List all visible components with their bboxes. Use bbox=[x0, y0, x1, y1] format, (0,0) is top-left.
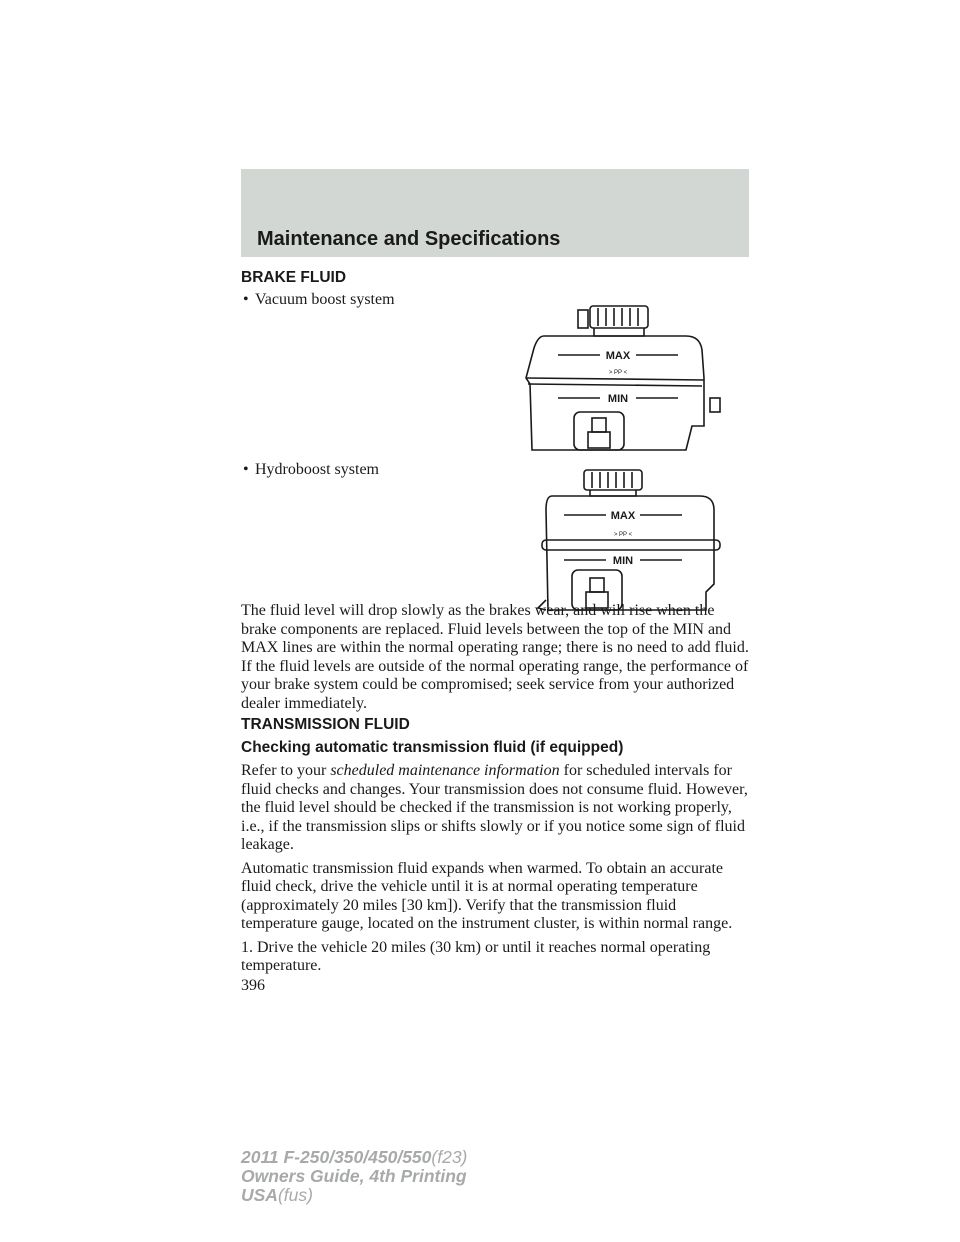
hydroboost-reservoir-illustration bbox=[536, 466, 726, 616]
max-line-label: MAX bbox=[610, 510, 636, 522]
bullet-dot: • bbox=[243, 461, 249, 478]
transmission-fluid-heading: TRANSMISSION FLUID bbox=[241, 716, 410, 733]
max-line-label: MAX bbox=[605, 350, 631, 362]
bullet-dot: • bbox=[243, 291, 249, 308]
brake-fluid-paragraph: The fluid level will drop slowly as the brakes wear, and will rise when the brake components are replaced. Fluid levels between the top of the MIN and MAX lines are within the normal operating range; there is no need to add fluid. If the fluid levels are outside of the normal operating range, the performance of your brake system could be compromised; seek service from your authorized dealer immediately. bbox=[241, 602, 749, 712]
brake-fluid-heading: BRAKE FLUID bbox=[241, 269, 347, 286]
cap-base bbox=[590, 490, 636, 496]
level-sensor bbox=[590, 578, 604, 592]
document-footer bbox=[241, 1148, 467, 1205]
level-sensor bbox=[592, 418, 606, 432]
section-header-band bbox=[241, 169, 749, 257]
transmission-step-1: 1. Drive the vehicle 20 miles (30 km) or until it reaches normal operating temperature. bbox=[241, 938, 711, 974]
material-mark: > PP < bbox=[608, 370, 628, 376]
cap-base bbox=[594, 328, 644, 336]
min-line-label: MIN bbox=[607, 393, 629, 405]
vacuum-boost-reservoir-illustration bbox=[514, 302, 734, 452]
bullet-vacuum-boost-text: Vacuum boost system bbox=[255, 291, 395, 308]
footer-region-line: USA(fus) bbox=[241, 1185, 313, 1205]
bullet-hydroboost-text: Hydroboost system bbox=[255, 461, 379, 478]
footer-guide-line: Owners Guide, 4th Printing bbox=[241, 1166, 467, 1186]
transmission-check-subheading: Checking automatic transmission fluid (if equipped) bbox=[241, 739, 624, 756]
reservoir-seam bbox=[526, 378, 704, 380]
reservoir-tab bbox=[710, 398, 720, 412]
transmission-paragraph-2: Automatic transmission fluid expands when warmed. To obtain an accurate fluid check, drive the vehicle until it is at normal operating temperature (approximately 20 miles [30 km]). Verify that the transmission fluid temperature gauge, located on the instrument cluster, is within normal range. bbox=[241, 859, 733, 932]
min-line-label: MIN bbox=[612, 555, 634, 567]
scheduled-maintenance-reference: scheduled maintenance information bbox=[330, 762, 560, 779]
transmission-paragraph-1: Refer to your scheduled maintenance information for scheduled intervals for fluid checks and changes. Your transmission does not consume fluid. However, the fluid level should be checked if the transmission is not working properly, i.e., if the transmission slips or shifts slowly or if you notice some sign of fluid leakage. bbox=[241, 762, 748, 853]
reservoir-sensor-housing bbox=[572, 570, 622, 610]
footer-model-line: 2011 F-250/350/450/550(f23) bbox=[241, 1147, 468, 1167]
page-number: 396 bbox=[241, 976, 265, 994]
material-mark: > PP < bbox=[613, 532, 633, 538]
section-title: Maintenance and Specifications bbox=[257, 228, 561, 250]
reservoir-seam-band bbox=[542, 540, 720, 550]
reservoir-neck bbox=[578, 310, 588, 328]
